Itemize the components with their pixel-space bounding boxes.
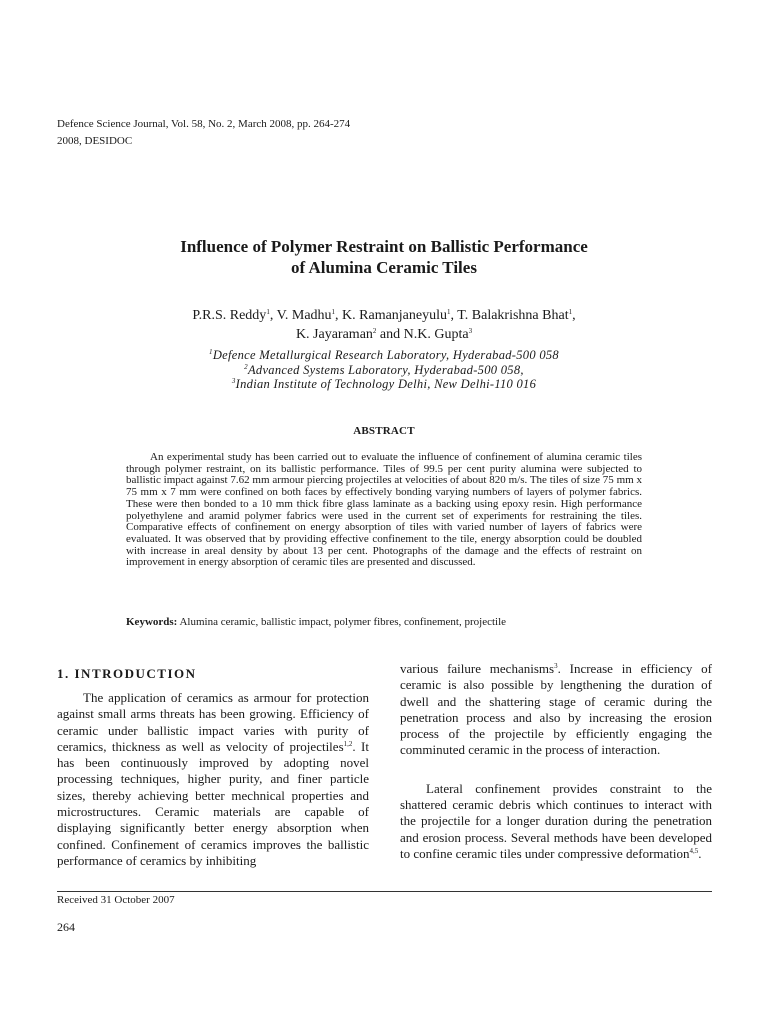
author-name: V. Madhu <box>276 308 332 323</box>
citation-ref: 1,2 <box>343 739 353 748</box>
author-affil-mark: 1 <box>568 308 573 316</box>
journal-header <box>57 116 350 150</box>
affil-number: 2 <box>244 362 248 371</box>
author-affil-mark: 1 <box>331 308 336 316</box>
paragraph <box>400 781 712 862</box>
paragraph-text: . <box>698 845 702 861</box>
author-name: K. Ramanjaneyulu <box>342 308 448 323</box>
affil-text: Defence Metallurgical Research Laboratory, Hyderabad-500 058 <box>212 348 559 362</box>
keywords-label: Keywords: <box>126 616 178 628</box>
author-name: N.K. Gupta <box>403 327 469 342</box>
author-name: P.R.S. Reddy <box>192 308 267 323</box>
affiliation <box>0 363 768 378</box>
paragraph-text: various failure mechanisms <box>400 661 555 676</box>
right-column <box>400 661 712 862</box>
author-name: K. Jayaraman <box>295 327 373 342</box>
citation-ref: 4,5 <box>689 846 699 855</box>
citation-ref: 3 <box>554 662 558 670</box>
paragraph-text: . It has been continuously improved by adopting novel processing techniques, higher purity, and finer particle sizes, thereby achieving better mechnical properties and microstructures. Ceramic materials are capable of displaying significantly better energy absorption when confined. Confinement of ceramics improves the ballistic performance of ceramics by inhibiting <box>57 738 369 868</box>
journal-copyright: 2008, DESIDOC <box>57 135 133 147</box>
author-affil-mark: 2 <box>372 327 377 335</box>
author-line-1: P.R.S. Reddy$^1$, V. Madhu$^1$, K. Ramanjaneyulu$^1$, T. Balakrishna Bhat$^1$, <box>192 308 576 323</box>
paragraph <box>57 690 369 869</box>
abstract-text: An experimental study has been carried out to evaluate the influence of confinement of alumina ceramic tiles through polymer restraint, on its ballistic performance. Tiles of 99.5 per cent purity alumina were subjected to ballistic impact against 7.62 mm armour piercing projectiles at velocities of about 820 m/s. The tiles of size 75 mm x 75 mm x 7 mm were confined on both faces by effectively bonding varying numbers of layers of polymer fabrics. These were then bonded to a 10 mm thick fibre glass laminate as a backing using epoxy resin. High performance polyethylene and aramid polymer fabrics were used in the current set of experiments for restraining the tiles. Comparative effects of confinement on energy absorption of tiles with varied number of layers of fabrics were evaluated. It was observed that by providing effective confinement to the tile, energy absorption could be doubled with increase in areal density by about 13 per cent. Photographs of the damage and the effects of restraint on improvement in energy absorption of ceramic tiles are presented and discussed. <box>126 451 642 569</box>
author-list <box>0 306 768 344</box>
paragraph-text: Lateral confinement provides constraint to the shattered ceramic debris which continues to interact with the projectile for a longer duration during the penetration and erosion process. Several methods have been developed to confine ceramic tiles under compressive deformation <box>400 780 712 861</box>
affil-text: Indian Institute of Technology Delhi, New Delhi-110 016 <box>235 377 537 391</box>
paragraph-text: . Increase in efficiency of ceramic is also possible by lengthening the duration of dwell and the shattering stage of ceramic during the penetration process and also by increasing the erosion process of the projectile by efficiently engaging the comminuted ceramic in the process of interaction. <box>400 661 712 758</box>
section-heading: 1. INTRODUCTION <box>57 666 197 681</box>
affil-number: 3 <box>231 377 236 385</box>
affil-text: Advanced Systems Laboratory, Hyderabad-500 058, <box>247 362 524 377</box>
footer-rule <box>57 891 712 892</box>
paragraph-text: The application of ceramics as armour for protection against small arms threats has been growing. Efficiency of ceramic under ballistic impact varies with purity of ceramics, thickness as well as velocity of projectiles <box>57 690 369 754</box>
keywords-text: Alumina ceramic, ballistic impact, polymer fibres, confinement, projectile <box>179 616 507 628</box>
journal-citation: Defence Science Journal, Vol. 58, No. 2, March 2008, pp. 264-274 <box>57 118 351 130</box>
author-line-2: K. Jayaraman$^2$ and N.K. Gupta$^3$ <box>295 327 473 342</box>
author-affil-mark: 1 <box>447 308 451 316</box>
affiliation <box>0 377 768 392</box>
paragraph <box>400 661 712 759</box>
affiliation <box>0 348 768 363</box>
author-affil-mark: 1 <box>266 308 270 316</box>
title-line-2: of Alumina Ceramic Tiles <box>291 258 477 277</box>
keywords <box>126 616 506 628</box>
received-date: Received 31 October 2007 <box>57 894 175 906</box>
paper-title <box>0 236 768 278</box>
page-number: 264 <box>57 920 75 934</box>
left-column <box>57 690 369 869</box>
title-line-1: Influence of Polymer Restraint on Ballistic Performance <box>180 237 588 256</box>
author-affil-mark: 3 <box>468 327 473 335</box>
author-name: T. Balakrishna Bhat <box>457 308 569 323</box>
affiliation-list <box>0 348 768 392</box>
abstract-heading: ABSTRACT <box>353 425 415 437</box>
affil-number: 1 <box>209 348 213 356</box>
